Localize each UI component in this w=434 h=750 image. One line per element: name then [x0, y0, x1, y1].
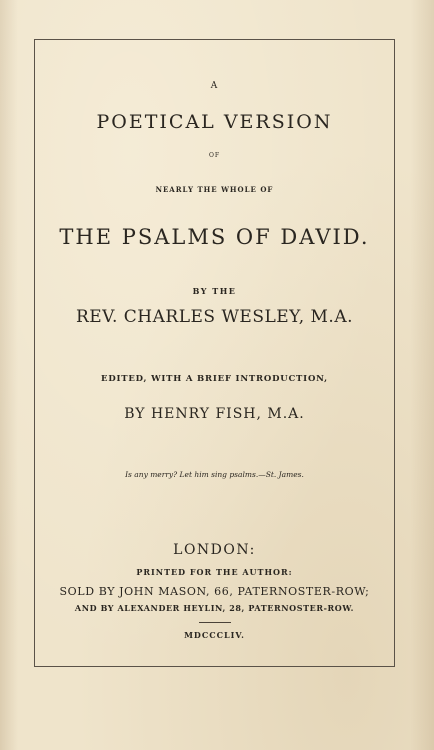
subtitle: NEARLY THE WHOLE OF [155, 185, 274, 194]
imprint-sold-by: SOLD BY JOHN MASON, 66, PATERNOSTER-ROW; [59, 585, 370, 598]
by-the-label: BY THE [192, 286, 237, 296]
imprint-and-by: AND BY ALEXANDER HEYLIN, 28, PATERNOSTER-ROW. [74, 603, 355, 613]
title-line-1: POETICAL VERSION [96, 111, 333, 133]
imprint-printed-for: PRINTED FOR THE AUTHOR: [136, 567, 293, 577]
author-name: REV. CHARLES WESLEY, M.A. [75, 307, 354, 327]
title-of: OF [208, 152, 221, 159]
epigraph: Is any merry? Let him sing psalms.—St. James. [125, 470, 304, 479]
edited-note: EDITED, WITH A BRIEF INTRODUCTION, [101, 374, 328, 384]
title-line-2: THE PSALMS OF DAVID. [59, 225, 370, 249]
publication-year: MDCCCLIV. [184, 630, 245, 640]
imprint-city: LONDON: [173, 542, 256, 558]
divider-rule [199, 622, 231, 623]
title-article: A [210, 81, 219, 91]
editor-name: BY HENRY FISH, M.A. [124, 406, 305, 422]
